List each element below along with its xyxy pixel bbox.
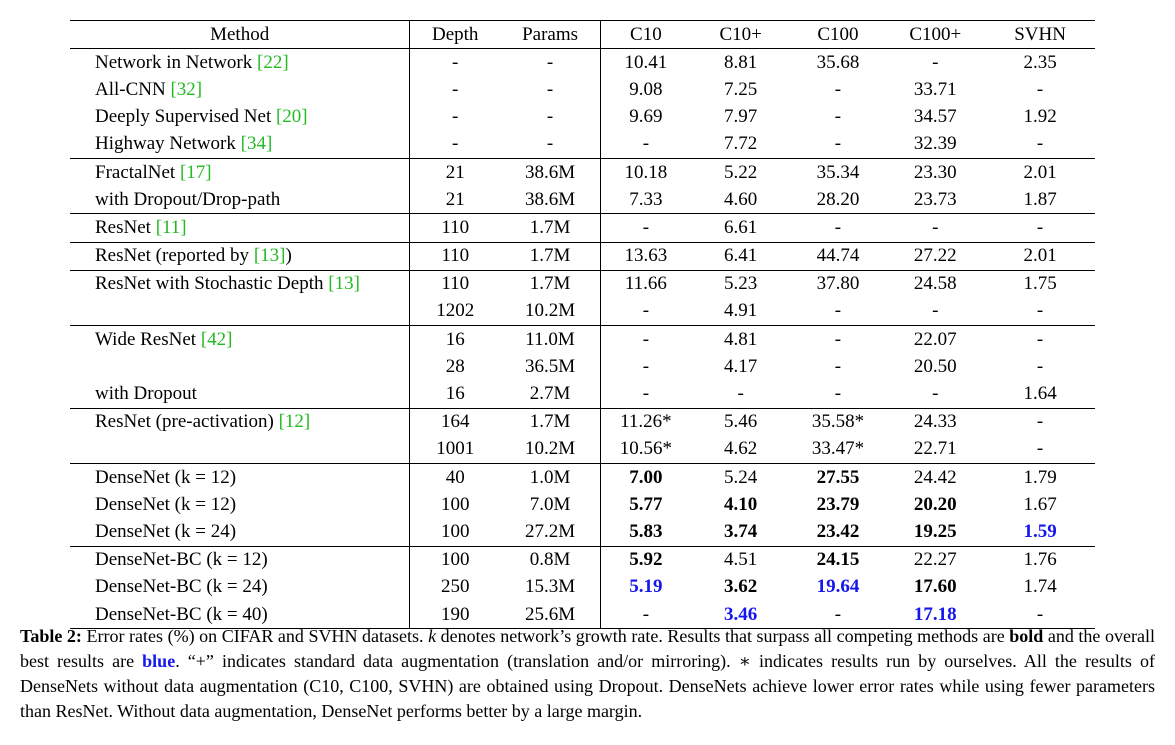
- depth-cell: 1202: [410, 298, 500, 326]
- c100plus-cell: -: [885, 214, 985, 242]
- table-row: [70, 49, 1095, 77]
- header-method: Method: [70, 21, 410, 49]
- params-cell: 1.7M: [500, 408, 600, 436]
- c100plus-cell: 34.57: [913, 106, 957, 128]
- table-group: [70, 464, 1095, 547]
- c10-cell: -: [600, 380, 690, 408]
- c100plus-cell: 24.33: [885, 408, 985, 436]
- table-row: [70, 546, 1095, 574]
- method-name: ResNet (reported by: [95, 245, 254, 267]
- depth-cell: 110: [410, 214, 500, 242]
- table-header: [70, 21, 1095, 49]
- svhn-cell: -: [1036, 133, 1044, 155]
- c10-cell: 5.77: [600, 491, 690, 518]
- depth-cell: -: [410, 49, 500, 77]
- svhn-cell: 1.87: [1023, 188, 1057, 210]
- c100-cell: 23.79: [816, 493, 860, 515]
- method-name: DenseNet-BC (k = 40): [95, 603, 268, 625]
- c10-cell: -: [600, 214, 690, 242]
- table-group: [70, 270, 1095, 325]
- params-cell: 1.7M: [500, 270, 600, 298]
- params-cell: -: [546, 51, 554, 73]
- table-group: [70, 49, 1095, 159]
- c100plus-cell: 27.22: [885, 242, 985, 270]
- c10plus-cell: 4.60: [724, 188, 758, 210]
- c10plus-cell: 4.91: [724, 300, 758, 322]
- c100plus-cell: 22.07: [885, 326, 985, 354]
- method-cell: [70, 270, 410, 298]
- svhn-cell: 1.67: [1023, 493, 1057, 515]
- table-row: [70, 242, 1095, 270]
- c100plus-cell: 24.58: [885, 270, 985, 298]
- params-cell: 27.2M: [524, 520, 576, 542]
- c10plus-cell: 4.62: [724, 438, 758, 460]
- table-group: [70, 326, 1095, 409]
- table-row: [70, 158, 1095, 186]
- c10-cell: -: [600, 131, 690, 159]
- c10-cell: 13.63: [600, 242, 690, 270]
- table-row: [70, 298, 1095, 326]
- svhn-cell: 1.74: [1023, 576, 1057, 598]
- svhn-cell: -: [1036, 438, 1044, 460]
- c100-cell: 24.15: [791, 546, 886, 574]
- method-name: ResNet: [95, 216, 156, 238]
- c10plus-cell: 7.25: [724, 78, 758, 100]
- c10-cell: 10.18: [600, 158, 690, 186]
- svhn-cell: -: [1036, 300, 1044, 322]
- c100-cell: 23.42: [816, 520, 860, 542]
- params-cell: -: [546, 78, 554, 100]
- citation-link[interactable]: [42]: [200, 328, 233, 350]
- method-cell: [70, 131, 410, 159]
- svhn-cell: 1.75: [985, 270, 1095, 298]
- depth-cell: 164: [410, 408, 500, 436]
- caption-text-1: Error rates (%) on CIFAR and SVHN datasets.: [81, 626, 429, 646]
- caption-k-symbol: k: [428, 626, 437, 646]
- depth-cell: -: [410, 104, 500, 131]
- c100-cell: -: [791, 601, 886, 629]
- params-cell: 36.5M: [524, 355, 576, 377]
- method-cell: [70, 491, 410, 518]
- svhn-cell: -: [985, 326, 1095, 354]
- table-row: [70, 380, 1095, 408]
- params-cell: 1.7M: [500, 214, 600, 242]
- c100-cell: 44.74: [791, 242, 886, 270]
- svhn-cell: -: [1036, 355, 1044, 377]
- depth-cell: 1001: [410, 436, 500, 464]
- params-cell: -: [546, 133, 554, 155]
- c10-cell: 11.26*: [600, 408, 690, 436]
- c100plus-cell: -: [932, 300, 939, 322]
- table-row: [70, 104, 1095, 131]
- table-row: [70, 353, 1095, 380]
- c100-cell: -: [791, 326, 886, 354]
- method-cell: [70, 49, 410, 77]
- method-name: All-CNN: [95, 78, 171, 100]
- c100plus-cell: 22.71: [913, 438, 957, 460]
- header-row: [70, 21, 1095, 49]
- method-name: DenseNet (k = 12): [95, 493, 237, 515]
- c10-cell: 5.92: [600, 546, 690, 574]
- table-row: [70, 518, 1095, 546]
- depth-cell: 100: [410, 518, 500, 546]
- method-name: Network in Network: [95, 51, 257, 73]
- svhn-cell: 1.64: [1023, 383, 1057, 405]
- c100plus-cell: 19.25: [913, 520, 957, 542]
- c100plus-cell: -: [932, 51, 939, 73]
- method-cell: [70, 186, 410, 214]
- caption-text-2: denotes network’s growth rate. Results that surpass all competing methods are: [436, 626, 1010, 646]
- c10plus-cell: 5.24: [691, 464, 791, 492]
- params-cell: 10.2M: [524, 300, 576, 322]
- results-table: [70, 20, 1095, 629]
- method-name: DenseNet-BC (k = 12): [95, 549, 268, 571]
- header-c100: C100: [791, 21, 886, 49]
- c10-cell: -: [600, 601, 690, 629]
- c10plus-cell: -: [737, 383, 744, 405]
- citation-link[interactable]: [12]: [278, 411, 311, 433]
- params-cell: -: [546, 106, 554, 128]
- c10-cell: -: [600, 353, 690, 380]
- method-cell: [70, 518, 410, 546]
- method-cell: [70, 104, 410, 131]
- c100-cell: -: [834, 300, 842, 322]
- method-cell: [70, 76, 410, 103]
- depth-cell: 110: [410, 270, 500, 298]
- method-name: Deeply Supervised Net: [95, 106, 276, 128]
- table-group: [70, 214, 1095, 242]
- table-row: [70, 491, 1095, 518]
- params-cell: 1.0M: [500, 464, 600, 492]
- c100-cell: -: [834, 383, 842, 405]
- svhn-cell: 1.76: [985, 546, 1095, 574]
- svhn-cell: -: [985, 408, 1095, 436]
- c10plus-cell: 8.81: [724, 51, 758, 73]
- method-cell: [70, 464, 410, 492]
- params-cell: 15.3M: [524, 576, 576, 598]
- c10-cell: 5.19: [600, 574, 690, 601]
- citation-link[interactable]: [32]: [170, 78, 203, 100]
- method-name: DenseNet-BC (k = 24): [95, 576, 268, 598]
- svhn-cell: -: [1036, 78, 1044, 100]
- header-depth: Depth: [410, 21, 500, 49]
- table-row: [70, 574, 1095, 601]
- params-cell: 25.6M: [500, 601, 600, 629]
- method-cell: [70, 214, 410, 242]
- svhn-cell: 1.59: [1023, 520, 1057, 542]
- c100plus-cell: 32.39: [913, 133, 957, 155]
- svhn-cell: -: [985, 601, 1095, 629]
- c100plus-cell: 24.42: [885, 464, 985, 492]
- caption-label: Table 2:: [20, 626, 82, 646]
- citation-link[interactable]: [17]: [179, 161, 212, 183]
- c100plus-cell: 20.50: [913, 355, 957, 377]
- params-cell: 11.0M: [500, 326, 600, 354]
- c100-cell: 28.20: [816, 188, 860, 210]
- c10plus-cell: 4.10: [724, 493, 758, 515]
- c100plus-cell: 22.27: [885, 546, 985, 574]
- c100-cell: 35.68: [816, 51, 860, 73]
- svhn-cell: 2.01: [985, 158, 1095, 186]
- method-name: DenseNet (k = 12): [95, 466, 237, 488]
- c100-cell: 35.58*: [791, 408, 886, 436]
- c10-cell: -: [600, 298, 690, 326]
- c10-cell: 11.66: [600, 270, 690, 298]
- method-cell: [70, 353, 410, 380]
- depth-cell: 190: [410, 601, 500, 629]
- table-caption: [20, 624, 1155, 724]
- c100-cell: -: [834, 78, 842, 100]
- c100-cell: -: [834, 355, 842, 377]
- c10plus-cell: 3.62: [724, 576, 758, 598]
- method-cell: [70, 408, 410, 436]
- params-cell: 38.6M: [524, 188, 576, 210]
- method-cell: [70, 380, 410, 408]
- method-name: Wide ResNet: [95, 328, 201, 350]
- c100-cell: 19.64: [816, 576, 860, 598]
- c10-cell: -: [600, 326, 690, 354]
- depth-cell: 100: [410, 491, 500, 518]
- c10-cell: 10.41: [600, 49, 690, 77]
- params-cell: 7.0M: [529, 493, 571, 515]
- method-name: DenseNet (k = 24): [95, 520, 237, 542]
- method-cell: [70, 574, 410, 601]
- method-cell: [70, 326, 410, 354]
- c10plus-cell: 4.17: [724, 355, 758, 377]
- svhn-cell: 1.92: [1023, 106, 1057, 128]
- params-cell: 0.8M: [500, 546, 600, 574]
- c100-cell: -: [834, 106, 842, 128]
- c100plus-cell: 17.60: [913, 576, 957, 598]
- c10plus-cell: 5.22: [691, 158, 791, 186]
- svhn-cell: 2.01: [985, 242, 1095, 270]
- depth-cell: -: [410, 131, 500, 159]
- depth-cell: -: [410, 76, 500, 103]
- method-name: with Dropout/Drop-path: [95, 188, 281, 210]
- table-row: [70, 464, 1095, 492]
- citation-link[interactable]: [13]: [253, 245, 286, 267]
- c10-cell: 9.08: [600, 76, 690, 103]
- c100plus-cell: -: [932, 383, 939, 405]
- depth-cell: 16: [410, 326, 500, 354]
- c10plus-cell: 4.81: [691, 326, 791, 354]
- table-group: [70, 408, 1095, 463]
- citation-link[interactable]: [34]: [240, 133, 273, 155]
- method-cell: [70, 546, 410, 574]
- depth-cell: 21: [410, 158, 500, 186]
- c10plus-cell: 5.23: [691, 270, 791, 298]
- table-row: [70, 326, 1095, 354]
- method-name: ResNet with Stochastic Depth: [95, 273, 329, 295]
- c100-cell: -: [834, 133, 842, 155]
- method-name: with Dropout: [95, 383, 197, 405]
- c10plus-cell: 6.61: [691, 214, 791, 242]
- caption-bold-word: bold: [1009, 626, 1044, 646]
- c100plus-cell: 23.73: [913, 188, 957, 210]
- c10-cell: 9.69: [600, 104, 690, 131]
- citation-link[interactable]: [13]: [328, 273, 360, 295]
- method-name: ResNet (pre-activation): [95, 411, 279, 433]
- c10plus-cell: 7.72: [724, 133, 758, 155]
- header-svhn: SVHN: [985, 21, 1095, 49]
- method-name: FractalNet: [95, 161, 180, 183]
- table-row: [70, 76, 1095, 103]
- params-cell: 1.7M: [500, 242, 600, 270]
- c10plus-cell: 3.46: [691, 601, 791, 629]
- c100-cell: 33.47*: [811, 438, 865, 460]
- c10plus-cell: 6.41: [691, 242, 791, 270]
- citation-link[interactable]: [22]: [257, 51, 289, 73]
- c10plus-cell: 4.51: [691, 546, 791, 574]
- depth-cell: 16: [410, 380, 500, 408]
- header-c100plus: C100+: [885, 21, 985, 49]
- header-c10: C10: [600, 21, 690, 49]
- svhn-cell: 1.79: [985, 464, 1095, 492]
- c100plus-cell: 17.18: [885, 601, 985, 629]
- c10-cell: 7.00: [600, 464, 690, 492]
- params-cell: 10.2M: [524, 438, 576, 460]
- depth-cell: 250: [410, 574, 500, 601]
- caption-blue-word: blue: [142, 651, 176, 671]
- method-cell: [70, 158, 410, 186]
- c10-cell: 7.33: [600, 186, 690, 214]
- c10plus-cell: 3.74: [724, 520, 758, 542]
- c100-cell: 37.80: [791, 270, 886, 298]
- c10plus-cell: 7.97: [724, 106, 758, 128]
- table-row: [70, 131, 1095, 159]
- c100plus-cell: 33.71: [913, 78, 957, 100]
- table-row: [70, 186, 1095, 214]
- table-group: [70, 546, 1095, 629]
- params-cell: 2.7M: [529, 383, 571, 405]
- c100plus-cell: 23.30: [885, 158, 985, 186]
- c10-cell: 5.83: [600, 518, 690, 546]
- c10-cell: 10.56*: [600, 436, 690, 464]
- params-cell: 38.6M: [500, 158, 600, 186]
- depth-cell: 28: [410, 353, 500, 380]
- header-params: Params: [500, 21, 600, 49]
- method-cell: [70, 242, 410, 270]
- c100-cell: -: [791, 214, 886, 242]
- svhn-cell: 2.35: [1023, 51, 1057, 73]
- depth-cell: 100: [410, 546, 500, 574]
- caption-text-4: . “+” indicates standard data augmentation (translation and/or mirroring). ∗ indicates results run by ourselves. All the results of DenseNets without data augmentation (C10, C100, SVHN) are obtained using Dropout. DenseNets achieve lower error rates while using fewer parameters than ResNet. Without data augmentation, DenseNet performs better by a large margin.: [20, 651, 1155, 721]
- table-row: [70, 270, 1095, 298]
- method-cell: [70, 436, 410, 464]
- table-row: [70, 408, 1095, 436]
- c100plus-cell: 20.20: [913, 493, 957, 515]
- table-group: [70, 242, 1095, 270]
- header-c10plus: C10+: [691, 21, 791, 49]
- method-name: Highway Network: [95, 133, 241, 155]
- table-row: [70, 436, 1095, 464]
- citation-link[interactable]: [11]: [155, 216, 187, 238]
- depth-cell: 40: [410, 464, 500, 492]
- svhn-cell: -: [985, 214, 1095, 242]
- depth-cell: 110: [410, 242, 500, 270]
- caption-text-3: and the overall best results are: [20, 626, 1155, 671]
- method-name-suffix: ): [285, 245, 292, 267]
- c100-cell: 27.55: [791, 464, 886, 492]
- c10plus-cell: 5.46: [691, 408, 791, 436]
- table-group: [70, 158, 1095, 213]
- method-cell: [70, 298, 410, 326]
- table-row: [70, 214, 1095, 242]
- citation-link[interactable]: [20]: [275, 106, 308, 128]
- depth-cell: 21: [410, 186, 500, 214]
- c100-cell: 35.34: [791, 158, 886, 186]
